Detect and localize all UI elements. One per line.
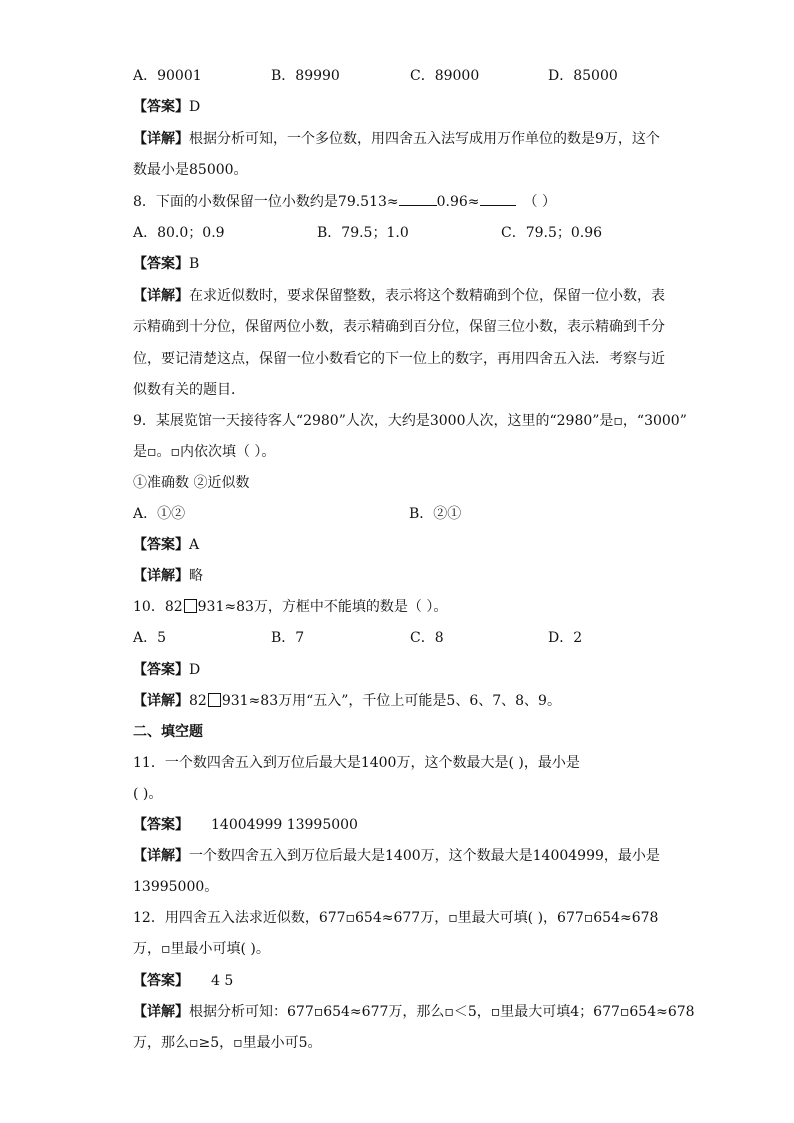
detail-text: 在求近似数时，要求保留整数，表示将这个数精确到个位，保留一位小数，表 <box>189 288 665 304</box>
q8-stem <box>133 192 556 211</box>
detail-text: 根据分析可知，一个多位数，用四舍五入法写成用万作单位的数是9万，这个 <box>189 131 660 147</box>
empty-square-box <box>184 599 197 613</box>
detail-text: 82 <box>189 693 207 709</box>
q12-stem-cont: 万，▫里最小可填( )。 <box>133 941 270 957</box>
detail-text: 一个数四舍五入到万位后最大是1400万，这个数最大是14004999，最小是 <box>189 848 660 864</box>
answer-value: A <box>189 537 200 553</box>
answer-value: 14004999 13995000 <box>211 817 358 833</box>
q8-paren: （ ） <box>523 194 556 210</box>
q9-option-b: B．②① <box>409 506 462 522</box>
answer-label: 【答案】 <box>133 662 189 678</box>
answer-blank <box>480 192 516 206</box>
q7-option-d: D．85000 <box>548 68 618 84</box>
detail-text: 略 <box>189 568 203 584</box>
q10-option-d: D．2 <box>548 630 583 646</box>
q8-stem-part: 8．下面的小数保留一位小数约是79.513≈ <box>133 194 399 210</box>
q8-detail-cont: 示精确到十分位，保留两位小数，表示精确到百分位，保留三位小数，表示精确到千分 <box>133 319 665 335</box>
answer-label: 【答案】 <box>133 256 189 272</box>
q10-stem-part: 10．82 <box>133 599 183 615</box>
q9-answer <box>133 536 199 554</box>
q7-detail-cont: 数最小是85000。 <box>133 162 248 178</box>
q9-option-a: A．①② <box>133 506 186 522</box>
q9-detail <box>133 567 203 585</box>
answer-value: D <box>189 99 201 115</box>
q12-answer <box>133 972 233 990</box>
q10-stem <box>133 598 447 616</box>
q11-stem-cont: ( )。 <box>133 786 163 802</box>
q8-detail <box>133 287 665 305</box>
q8-detail-cont: 似数有关的题目． <box>133 382 245 398</box>
section-title: 二、填空题 <box>133 724 203 740</box>
answer-label: 【答案】 <box>133 537 189 553</box>
detail-label: 【详解】 <box>133 848 189 864</box>
answer-value: B <box>189 256 200 272</box>
q8-option-a: A．80.0；0.9 <box>133 225 225 241</box>
detail-text: 根据分析可知：677▫654≈677万，那么▫＜5，▫里最大可填4；677▫654≈678 <box>189 1004 695 1020</box>
q7-answer <box>133 98 200 116</box>
q8-detail-cont: 位，要记清楚这点，保留一位小数看它的下一位上的数字，再用四舍五入法．考察与近 <box>133 351 665 367</box>
q11-detail-cont: 13995000。 <box>133 879 219 895</box>
answer-label: 【答案】 <box>133 973 189 989</box>
detail-label: 【详解】 <box>133 288 189 304</box>
answer-label: 【答案】 <box>133 99 189 115</box>
q10-option-c: C．8 <box>410 630 444 646</box>
q8-option-c: C．79.5；0.96 <box>501 225 603 241</box>
q11-stem: 11．一个数四舍五入到万位后最大是1400万，这个数最大是( )，最小是 <box>133 755 580 771</box>
q10-stem-part: 931≈83万，方框中不能填的数是（ ）。 <box>197 599 448 615</box>
q10-detail <box>133 692 561 710</box>
q10-option-a: A．5 <box>133 630 167 646</box>
answer-value: 4 5 <box>211 973 234 989</box>
detail-label: 【详解】 <box>133 131 189 147</box>
q7-detail <box>133 130 660 148</box>
answer-label: 【答案】 <box>133 817 189 833</box>
q7-option-c: C．89000 <box>410 68 480 84</box>
q11-answer <box>133 816 358 834</box>
q10-answer <box>133 661 200 679</box>
answer-blank <box>399 192 437 206</box>
q8-answer <box>133 255 199 273</box>
q10-option-b: B．7 <box>271 630 305 646</box>
detail-label: 【详解】 <box>133 568 189 584</box>
q9-stem-cont: 是▫。▫内依次填（ ）。 <box>133 444 276 460</box>
q8-stem-part: 0.96≈ <box>436 194 480 210</box>
detail-label: 【详解】 <box>133 1004 189 1020</box>
empty-square-box <box>208 693 221 707</box>
q8-option-b: B．79.5；1.0 <box>317 225 409 241</box>
answer-value: D <box>189 662 201 678</box>
q12-stem: 12．用四舍五入法求近似数，677▫654≈677万，▫里最大可填( )，677▫654≈678 <box>133 910 659 926</box>
q9-stem: 9．某展览馆一天接待客人“2980”人次，大约是3000人次，这里的“2980”是▫，“3000” <box>133 413 687 429</box>
detail-label: 【详解】 <box>133 693 189 709</box>
q12-detail <box>133 1003 695 1021</box>
detail-text: 931≈83万用“五入”，千位上可能是5、6、7、8、9。 <box>221 693 561 709</box>
q12-detail-cont: 万，那么▫≥5，▫里最小可5。 <box>133 1035 322 1051</box>
q7-option-b: B．89990 <box>271 68 340 84</box>
q7-option-a: A．90001 <box>133 68 202 84</box>
q11-detail <box>133 847 660 865</box>
q9-choices: ①准确数 ②近似数 <box>133 475 250 491</box>
